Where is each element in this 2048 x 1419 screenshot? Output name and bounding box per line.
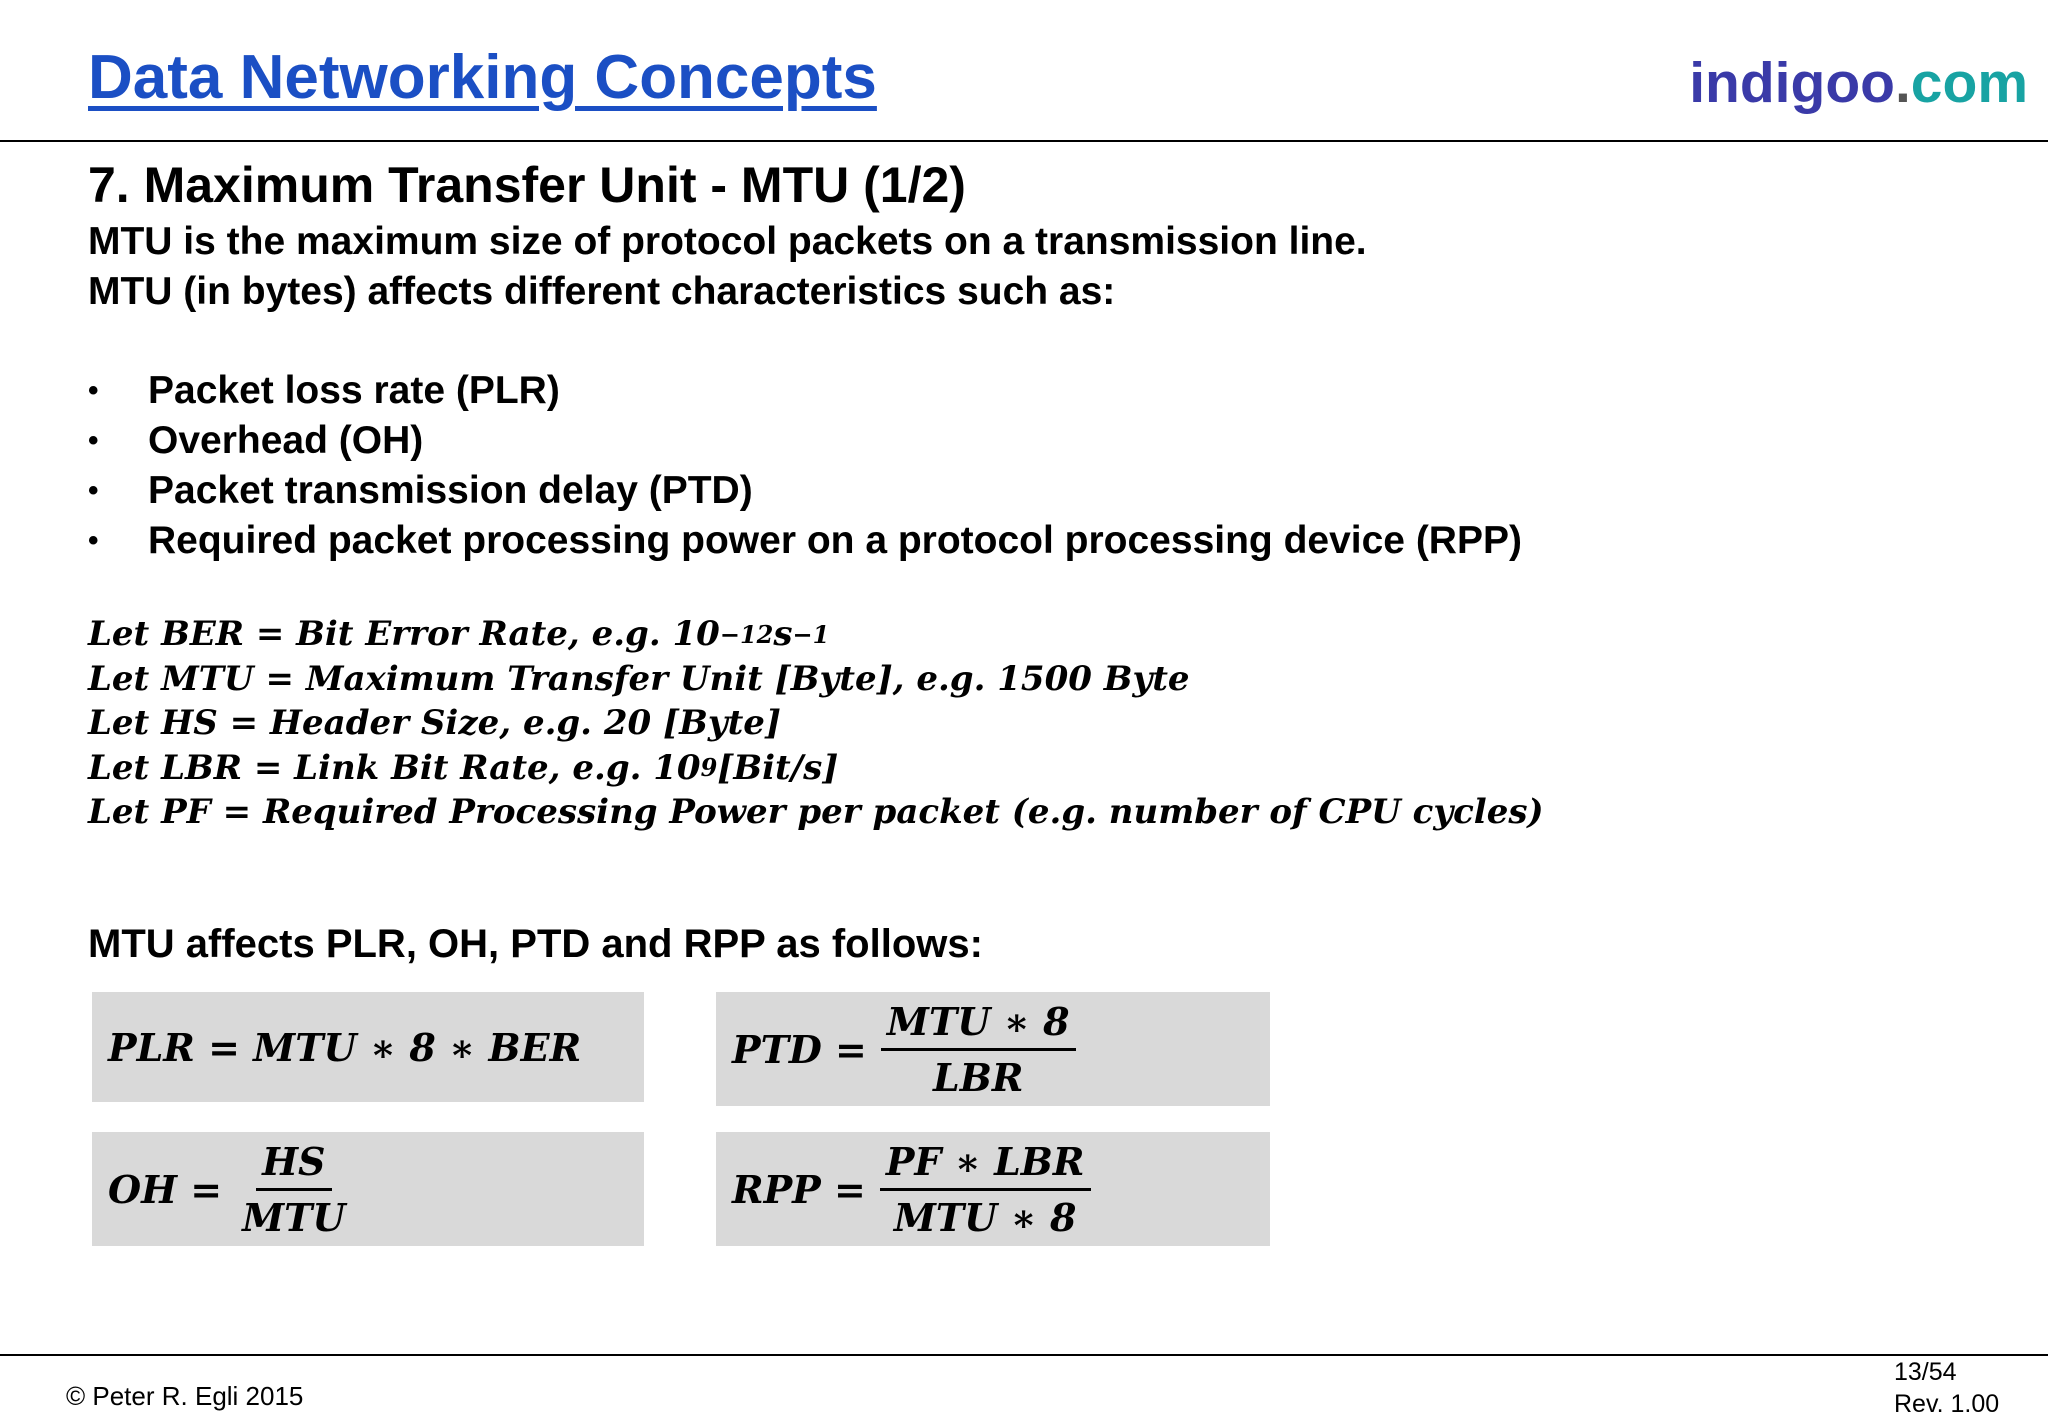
intro-line-1: MTU is the maximum size of protocol packets on a transmission line. xyxy=(88,220,1367,263)
fraction: $\frac{HS}{\text{MTU}}$ xyxy=(242,1138,346,1240)
bullet-list xyxy=(88,366,1522,566)
list-item: • Packet transmission delay (PTD) xyxy=(88,469,753,512)
revision: Rev. 1.00 xyxy=(1894,1390,2000,1418)
fraction: $\frac{\text{MTU ∗ 8}}{\text{LBR}}$ xyxy=(881,999,1076,1100)
header-divider xyxy=(0,140,2048,142)
definition-lbr: Let LBR = Link Bit Rate, e.g. 10 9 [Bit/s] xyxy=(88,747,839,788)
brand-tld: com xyxy=(1910,51,2028,115)
page-number: 13/54 xyxy=(1894,1358,1957,1386)
footer-divider xyxy=(0,1354,2048,1356)
formula-plr: PLR = MTU ∗ 8 ∗ BER xyxy=(92,992,644,1102)
definition-pf: Let PF = Required Processing Power per packet (e.g. number of CPU cycles) xyxy=(88,792,1544,833)
brand-logo xyxy=(1689,50,2028,116)
copyright: © Peter R. Egli 2015 xyxy=(66,1381,304,1411)
definition-mtu: Let MTU = Maximum Transfer Unit [Byte], e.g. 1500 Byte xyxy=(88,658,1190,699)
definitions xyxy=(88,612,1544,835)
bullet-icon: • xyxy=(88,474,99,507)
definition-ber: Let BER = Bit Error Rate, e.g. 10 −12 s −1 xyxy=(88,614,830,655)
definition-hs: Let HS = Header Size, e.g. 20 [Byte] xyxy=(88,703,782,744)
page-title: Data Networking Concepts xyxy=(88,43,877,112)
list-item: • Overhead (OH) xyxy=(88,419,424,462)
fraction: $\frac{\text{PF ∗ LBR}}{\text{MTU ∗ 8}}$ xyxy=(880,1139,1091,1240)
bullet-icon: • xyxy=(88,424,99,457)
formula-rpp: RPP = $\frac{\text{PF ∗ LBR}}{\text{MTU ∗ 8}}$ xyxy=(716,1132,1270,1246)
list-item: • Required packet processing power on a protocol processing device (RPP) xyxy=(88,519,1522,562)
list-item: • Packet loss rate (PLR) xyxy=(88,369,560,412)
bullet-icon: • xyxy=(88,524,99,557)
slide-title: 7. Maximum Transfer Unit - MTU (1/2) xyxy=(88,157,966,213)
brand-main: indigoo xyxy=(1689,51,1895,115)
section-heading: MTU affects PLR, OH, PTD and RPP as follows: xyxy=(88,922,983,966)
intro-line-2: MTU (in bytes) affects different characteristics such as: xyxy=(88,270,1116,313)
formula-oh: OH = $\frac{HS}{\text{MTU}}$ xyxy=(92,1132,644,1246)
formula-ptd: PTD = $\frac{\text{MTU ∗ 8}}{\text{LBR}}$ xyxy=(716,992,1270,1106)
bullet-icon: • xyxy=(88,374,99,407)
brand-dot: . xyxy=(1894,51,1911,115)
